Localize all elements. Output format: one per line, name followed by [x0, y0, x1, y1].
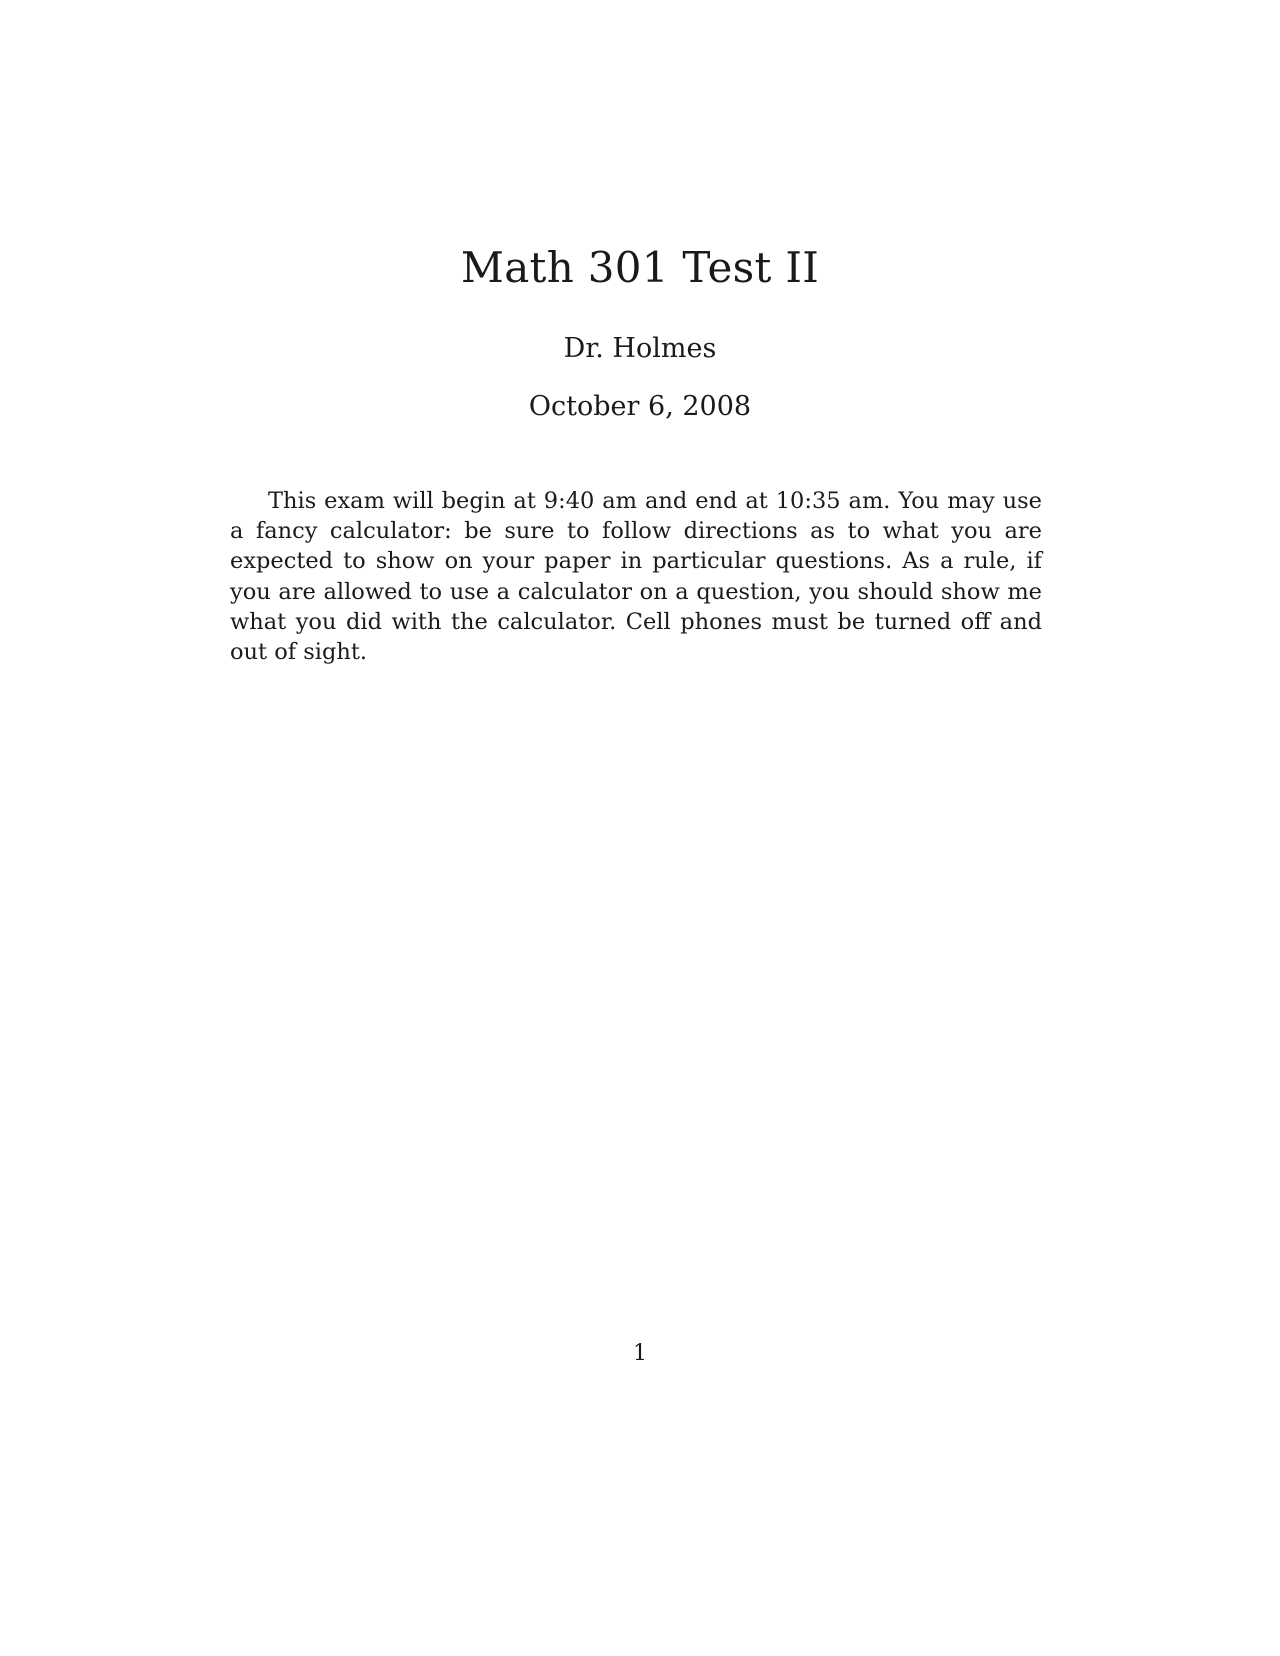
document-date: October 6, 2008 [528, 391, 752, 422]
exam-instructions: This exam will begin at 9:40 am and end at 10:35 am. You may use a fancy calculator: be sure to follow directions as to what you are expected to show on your paper in particular questions. As a rule, if you are allowed to use a calculator on a question, you should show me what you did with the calculator. Cell phones must be turned off and out of sight. [230, 488, 1042, 666]
document-title: Math 301 Test II [460, 243, 820, 292]
page-number: 1 [633, 1341, 647, 1366]
document-author: Dr. Holmes [563, 333, 717, 364]
